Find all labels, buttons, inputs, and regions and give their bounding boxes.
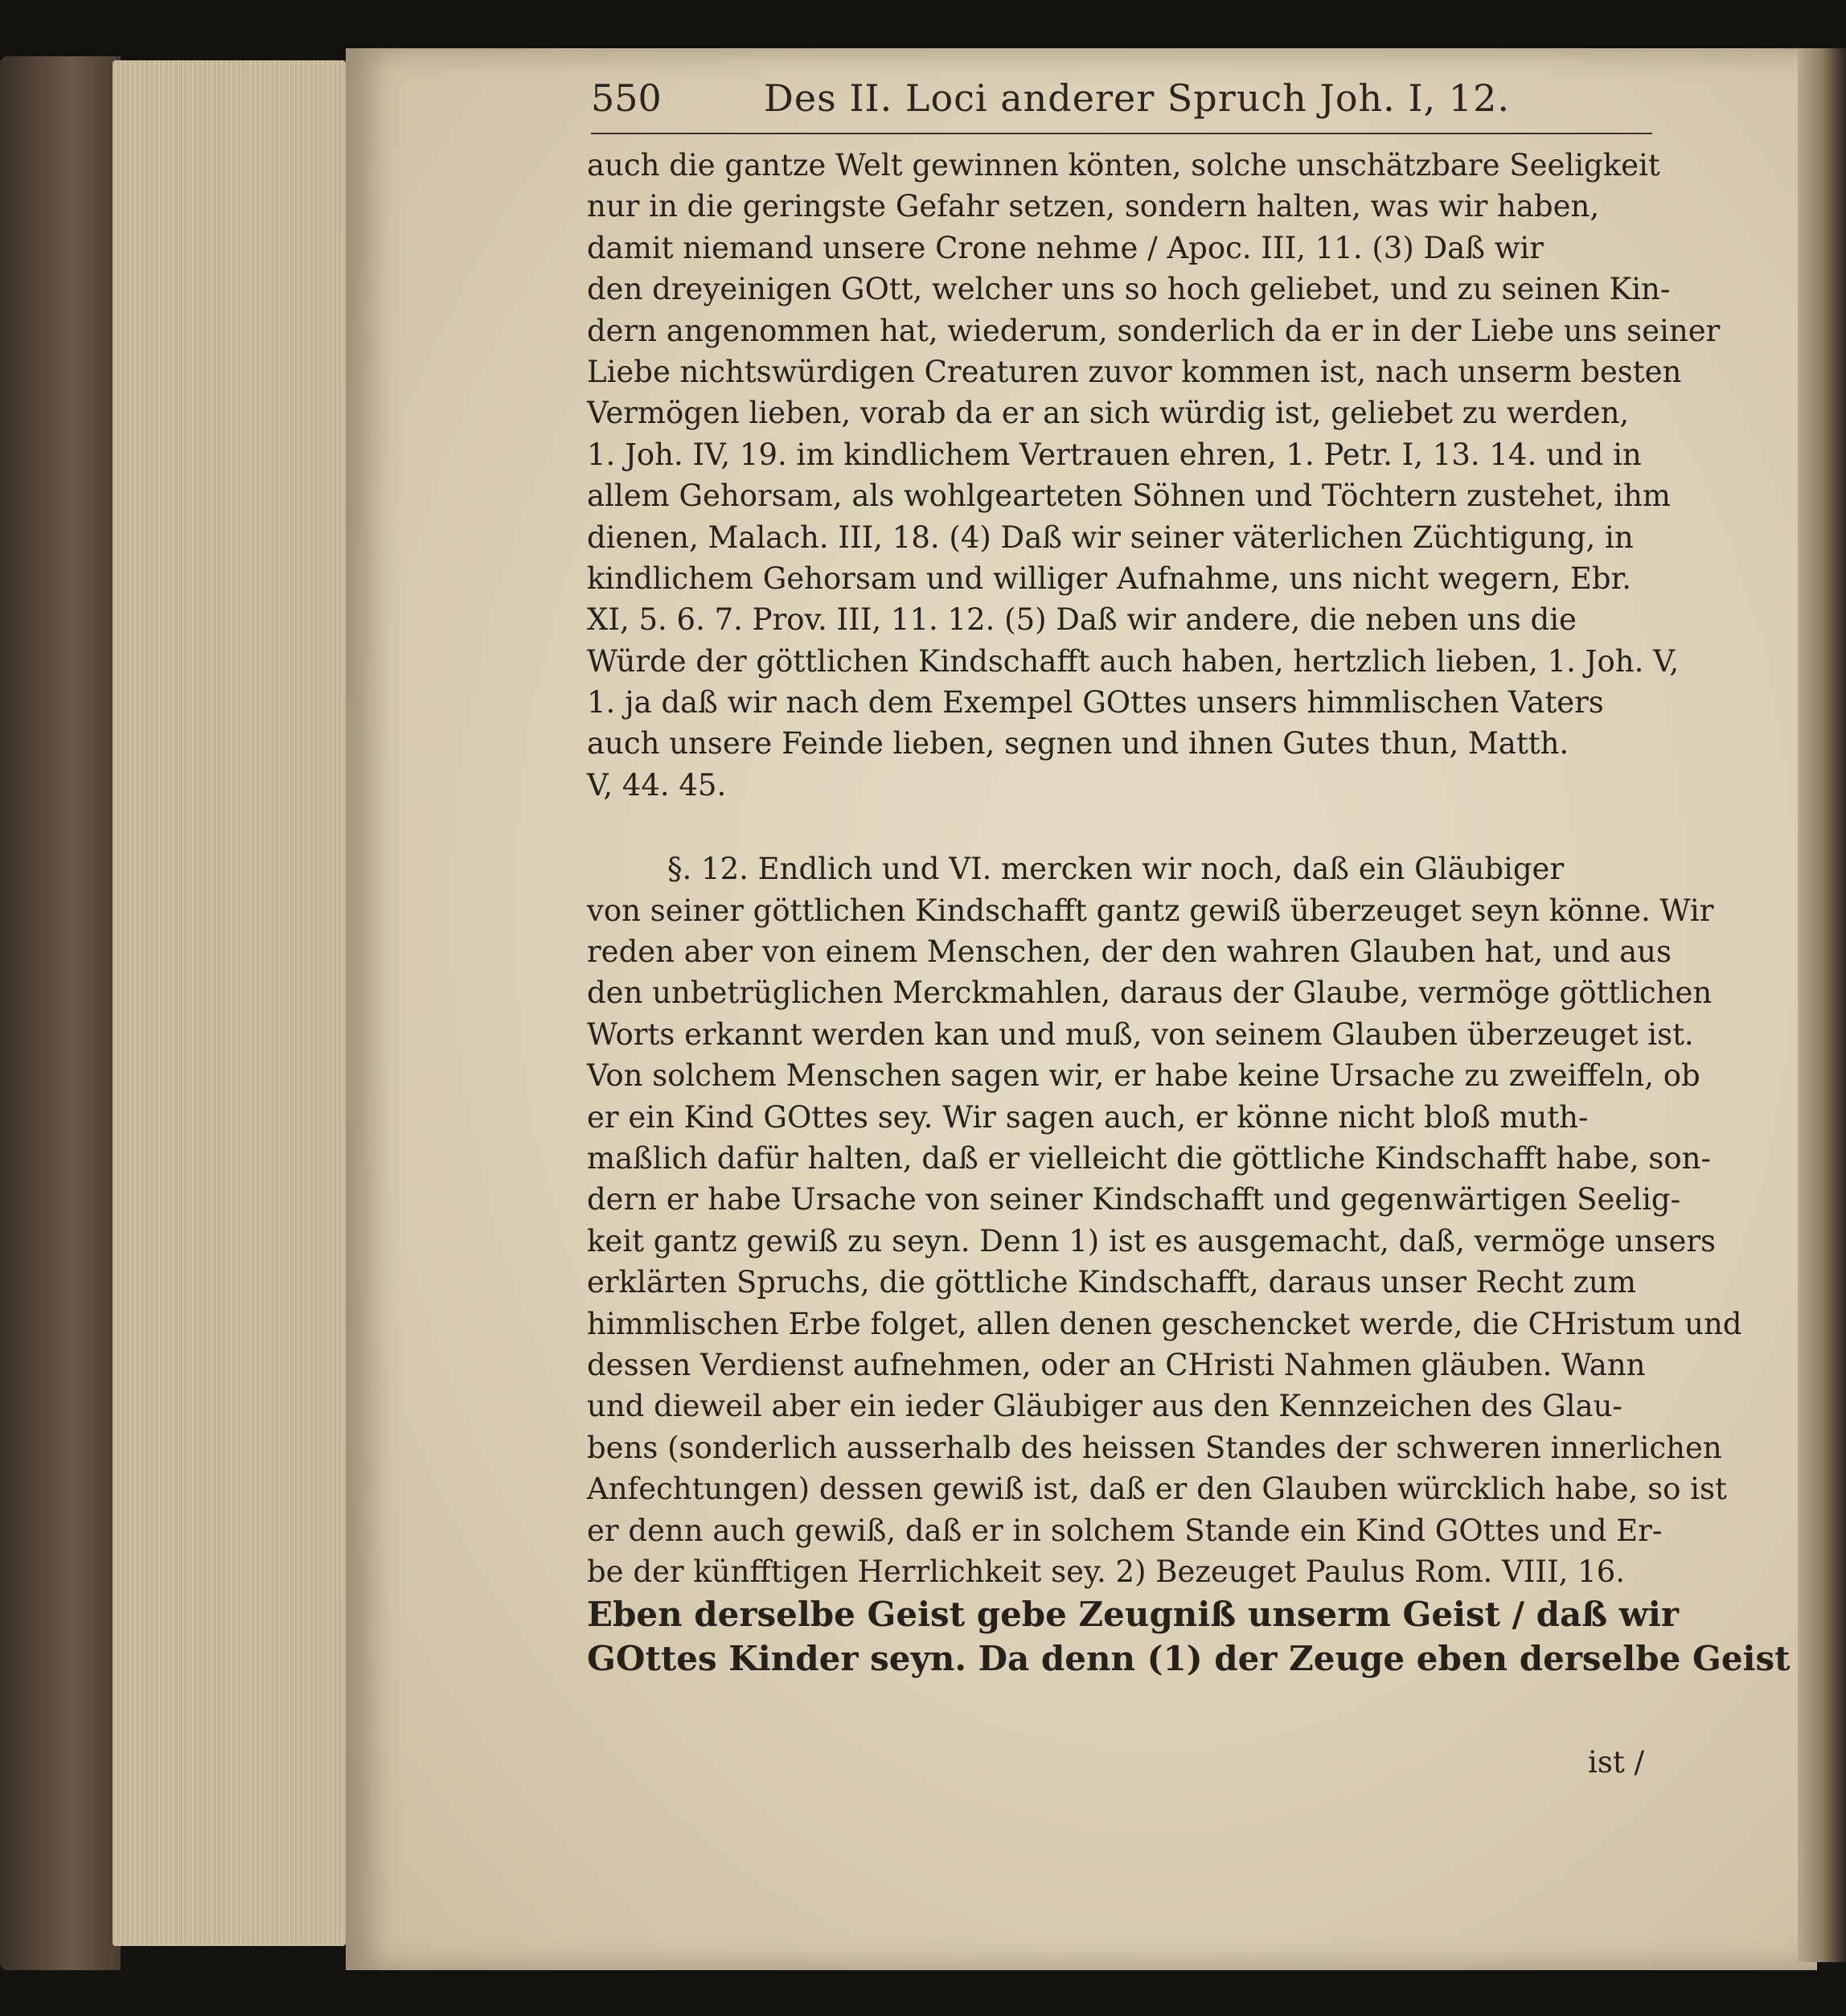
text-line: nur in die geringste Gefahr setzen, sondern halten, was wir haben, bbox=[587, 189, 1600, 224]
text-line: auch die gantze Welt gewinnen könten, solche unschätzbare Seeligkeit bbox=[587, 148, 1660, 183]
right-page-edge bbox=[1798, 48, 1846, 1962]
text-line: himmlischen Erbe folget, allen denen geschencket werde, die CHristum und bbox=[587, 1306, 1742, 1341]
text-line: 1. Joh. IV, 19. im kindlichem Vertrauen ehren, 1. Petr. I, 13. 14. und in bbox=[587, 437, 1642, 472]
page-edges bbox=[113, 60, 346, 1946]
text-line: dern er habe Ursache von seiner Kindschafft und gegenwärtigen Seelig- bbox=[587, 1182, 1681, 1217]
text-line: und dieweil aber ein ieder Gläubiger aus den Kennzeichen des Glau- bbox=[587, 1389, 1622, 1424]
text-line: Liebe nichtswürdigen Creaturen zuvor kommen ist, nach unserm besten bbox=[587, 354, 1682, 389]
text-line: Anfechtungen) dessen gewiß ist, daß er den Glauben würcklich habe, so ist bbox=[587, 1472, 1727, 1507]
text-line: den dreyeinigen GOtt, welcher uns so hoch geliebet, und zu seinen Kin- bbox=[587, 272, 1671, 307]
text-line: §. 12. Endlich und VI. mercken wir noch, daß ein Gläubiger bbox=[667, 852, 1565, 887]
text-line: er denn auch gewiß, daß er in solchem Stande ein Kind GOttes und Er- bbox=[587, 1513, 1663, 1548]
text-line: 1. ja daß wir nach dem Exempel GOttes unsers himmlischen Vaters bbox=[587, 685, 1604, 721]
header-rule bbox=[591, 133, 1652, 134]
text-line: XI, 5. 6. 7. Prov. III, 11. 12. (5) Daß wir andere, die neben uns die bbox=[587, 602, 1577, 638]
text-line: bens (sonderlich ausserhalb des heissen Standes der schweren innerlichen bbox=[587, 1430, 1722, 1465]
text-line: von seiner göttlichen Kindschafft gantz gewiß überzeuget seyn könne. Wir bbox=[587, 893, 1714, 928]
text-line: erklärten Spruchs, die göttliche Kindschafft, daraus unser Recht zum bbox=[587, 1265, 1636, 1300]
page-body bbox=[587, 145, 1791, 1681]
book-cover bbox=[0, 56, 121, 1970]
text-line: dessen Verdienst aufnehmen, oder an CHristi Nahmen gläuben. Wann bbox=[587, 1347, 1646, 1382]
emphasized-line: GOttes Kinder seyn. Da denn (1) der Zeuge eben derselbe Geist bbox=[587, 1639, 1791, 1679]
text-line: Von solchem Menschen sagen wir, er habe keine Ursache zu zweiffeln, ob bbox=[587, 1058, 1700, 1094]
text-line: damit niemand unsere Crone nehme / Apoc. III, 11. (3) Daß wir bbox=[587, 230, 1544, 265]
text-line: den unbetrüglichen Merckmahlen, daraus der Glaube, vermöge göttlichen bbox=[587, 975, 1713, 1011]
text-line: dienen, Malach. III, 18. (4) Daß wir seiner väterlichen Züchtigung, in bbox=[587, 519, 1634, 555]
text-line: dern angenommen hat, wiederum, sonderlich da er in der Liebe uns seiner bbox=[587, 313, 1721, 348]
paragraph-gap bbox=[587, 806, 1664, 848]
text-line: be der künfftigen Herrlichkeit sey. 2) Bezeuget Paulus Rom. VIII, 16. bbox=[587, 1554, 1626, 1589]
page-number: 550 bbox=[591, 76, 662, 120]
catchword: ist / bbox=[1588, 1745, 1644, 1780]
page-header bbox=[591, 76, 1510, 133]
emphasized-line: Eben derselbe Geist gebe Zeugniß unserm Geist / daß wir bbox=[587, 1595, 1679, 1635]
running-title: Des II. Loci anderer Spruch Joh. I, 12. bbox=[764, 76, 1510, 120]
text-line: er ein Kind GOttes sey. Wir sagen auch, er könne nicht bloß muth- bbox=[587, 1099, 1589, 1135]
text-line: V, 44. 45. bbox=[587, 767, 727, 803]
text-line: Vermögen lieben, vorab da er an sich würdig ist, geliebet zu werden, bbox=[587, 396, 1630, 431]
text-line: allem Gehorsam, als wohlgearteten Söhnen und Töchtern zustehet, ihm bbox=[587, 478, 1672, 514]
text-line: keit gantz gewiß zu seyn. Denn 1) ist es ausgemacht, daß, vermöge unsers bbox=[587, 1223, 1717, 1258]
text-line: Würde der göttlichen Kindschafft auch haben, hertzlich lieben, 1. Joh. V, bbox=[587, 643, 1680, 679]
text-line: reden aber von einem Menschen, der den wahren Glauben hat, und aus bbox=[587, 934, 1672, 970]
text-line: maßlich dafür halten, daß er vielleicht die göttliche Kindschafft habe, son- bbox=[587, 1140, 1712, 1176]
text-line: auch unsere Feinde lieben, segnen und ihnen Gutes thun, Matth. bbox=[587, 726, 1569, 762]
text-line: Worts erkannt werden kan und muß, von seinem Glauben überzeuget ist. bbox=[587, 1016, 1694, 1052]
text-line: kindlichem Gehorsam und williger Aufnahme, uns nicht wegern, Ebr. bbox=[587, 560, 1631, 596]
